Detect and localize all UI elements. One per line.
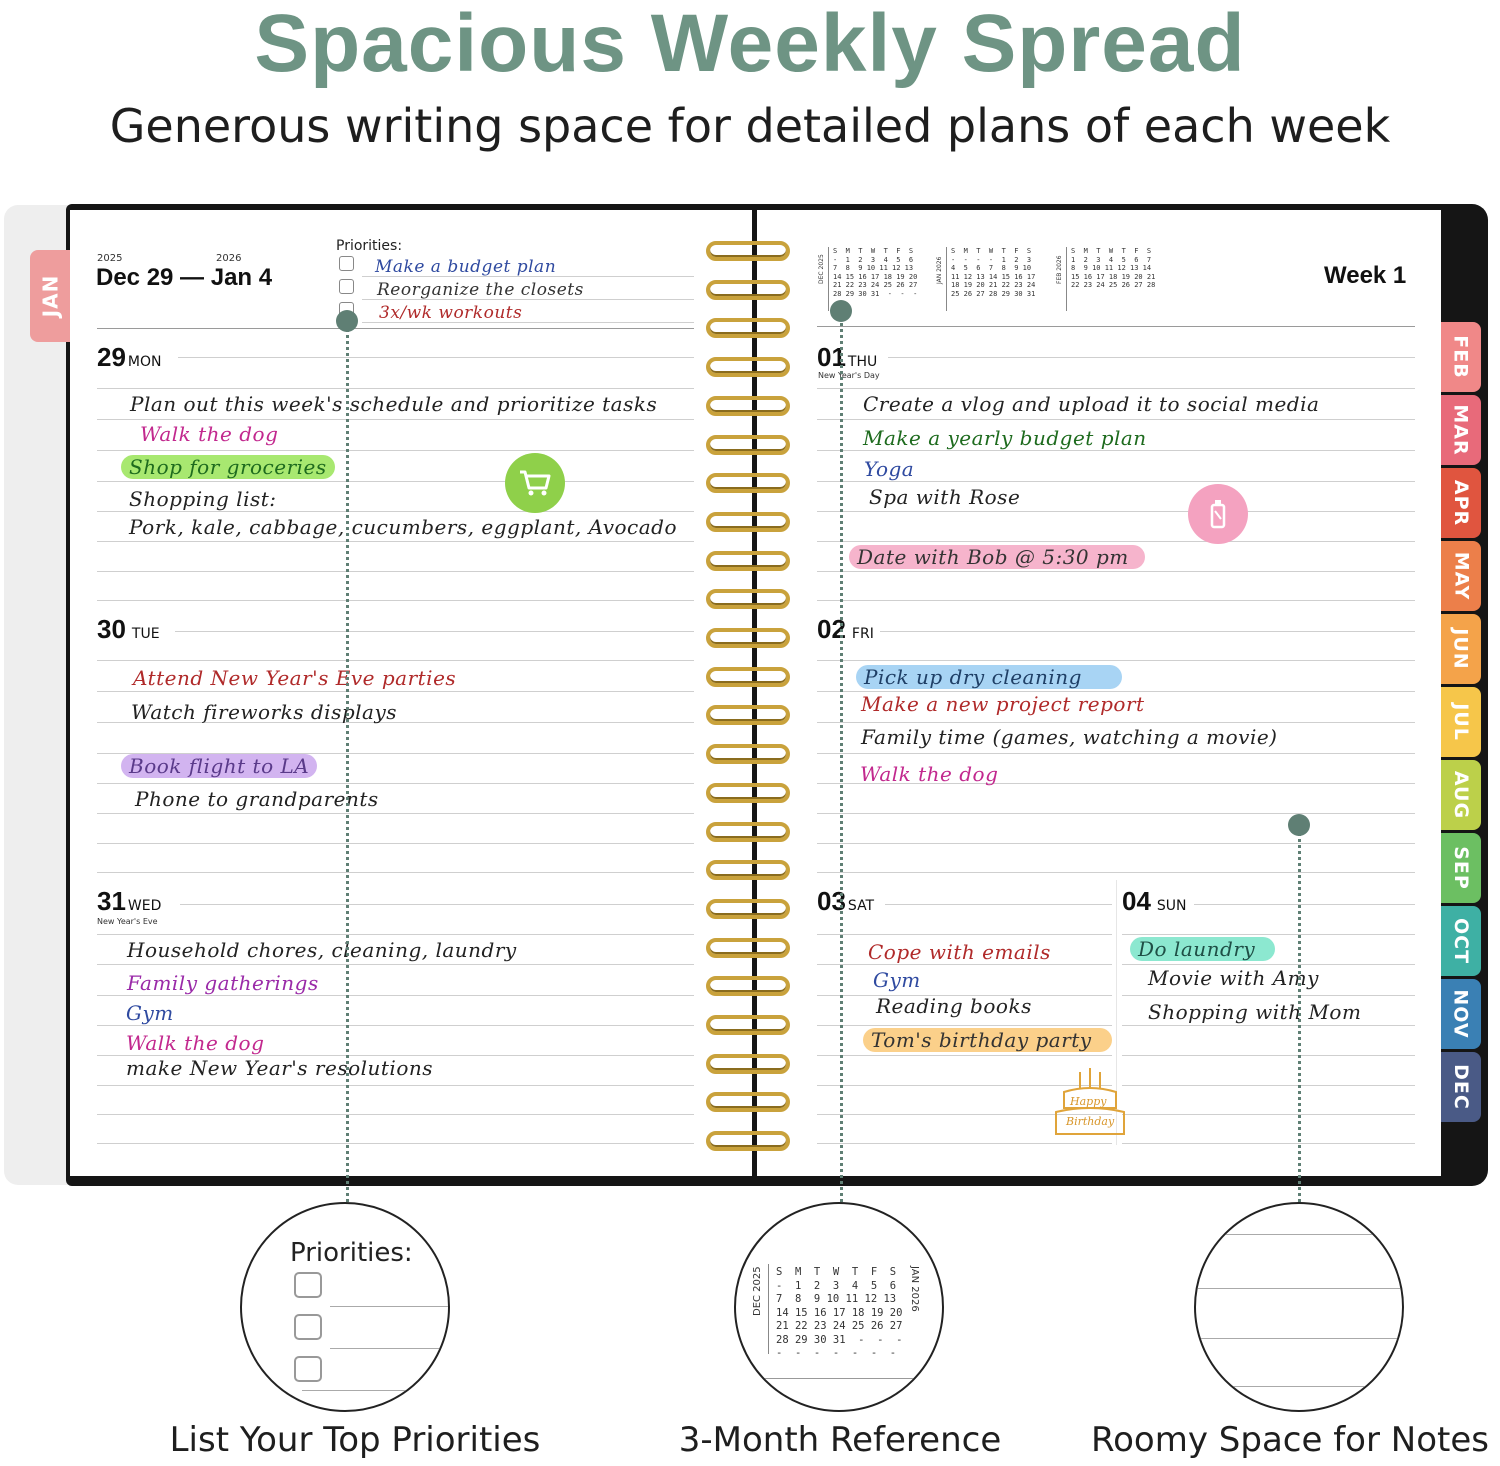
entry: Make a yearly budget plan bbox=[863, 426, 1147, 450]
entry: Walk the dog bbox=[126, 1031, 265, 1055]
coil-ring bbox=[706, 280, 790, 300]
ruled-line bbox=[817, 419, 1415, 420]
entry: Reading books bbox=[876, 994, 1032, 1018]
coil-loop bbox=[706, 318, 790, 338]
ruled-line bbox=[817, 660, 1415, 661]
ruled-line bbox=[97, 1143, 694, 1144]
priority-text-2: Reorganize the closets bbox=[377, 280, 584, 300]
day-number: 02 bbox=[817, 614, 846, 644]
entry: Spa with Rose bbox=[869, 485, 1021, 509]
entry: Make a new project report bbox=[861, 692, 1145, 716]
caption-calendar: 3-Month Reference bbox=[678, 1420, 1002, 1460]
mini-cal-row: 22 23 24 25 26 27 28 bbox=[1071, 281, 1156, 289]
shopping-cart-icon bbox=[505, 453, 565, 513]
coil-ring bbox=[706, 396, 790, 416]
mini-cal-row: 21 22 23 24 25 26 27 bbox=[833, 281, 918, 289]
entry: Yoga bbox=[864, 457, 915, 481]
priority-checkbox-2[interactable] bbox=[339, 279, 354, 294]
priority-text-3: 3x/wk workouts bbox=[379, 303, 523, 323]
day-header-fri bbox=[817, 614, 874, 645]
mini-cal-row: 18 19 20 21 22 23 24 bbox=[951, 281, 1036, 289]
caption-priorities: List Your Top Priorities bbox=[169, 1420, 541, 1460]
zoom-calendar bbox=[734, 1202, 944, 1412]
ruled-line bbox=[1122, 934, 1415, 935]
header-divider bbox=[817, 326, 1415, 327]
entry: Gym bbox=[873, 968, 921, 992]
coil-loop bbox=[706, 783, 790, 803]
ruled-line bbox=[1122, 1055, 1415, 1056]
tab-nov[interactable] bbox=[1441, 979, 1481, 1049]
ruled-line bbox=[97, 1025, 694, 1026]
zoom-priorities bbox=[240, 1202, 450, 1412]
tab-label: SEP bbox=[1450, 846, 1472, 890]
ruled-line bbox=[97, 541, 694, 542]
ruled-line bbox=[97, 511, 694, 512]
ruled-line bbox=[97, 660, 694, 661]
zoom-cal-row: 28 29 30 31 - - - bbox=[776, 1333, 903, 1346]
callout-line-calendar bbox=[840, 312, 843, 1202]
entry: make New Year's resolutions bbox=[126, 1056, 434, 1080]
entry: Family gatherings bbox=[127, 971, 319, 995]
ruled-line bbox=[817, 813, 1415, 814]
tab-mar[interactable] bbox=[1441, 395, 1481, 465]
priority-text-1: Make a budget plan bbox=[375, 257, 557, 277]
ruled-line bbox=[1122, 1085, 1415, 1086]
entry: Gym bbox=[126, 1001, 174, 1025]
ruled-line bbox=[817, 872, 1415, 873]
zoom-checkbox bbox=[294, 1272, 322, 1298]
coil-loop bbox=[706, 628, 790, 648]
sticker-text: Happy bbox=[1070, 1095, 1107, 1108]
tab-may[interactable] bbox=[1441, 541, 1481, 611]
priority-checkbox-1[interactable] bbox=[339, 256, 354, 271]
zoom-line bbox=[302, 1390, 442, 1391]
ruled-line bbox=[97, 571, 694, 572]
coil-ring bbox=[706, 357, 790, 377]
ruled-line bbox=[1122, 1143, 1415, 1144]
date-range: Dec 29 — Jan 4 bbox=[96, 264, 273, 291]
entry: Shopping list: bbox=[129, 487, 277, 511]
day-header-line bbox=[1194, 904, 1415, 905]
zoom-line bbox=[330, 1348, 450, 1349]
coil-loop bbox=[706, 705, 790, 725]
coil-loop bbox=[706, 744, 790, 764]
spa-bottle-icon bbox=[1188, 484, 1248, 544]
ruled-line bbox=[817, 1055, 1112, 1056]
tab-label: MAR bbox=[1450, 404, 1472, 456]
ruled-line bbox=[817, 722, 1415, 723]
tab-label: FEB bbox=[1450, 335, 1473, 379]
ruled-line bbox=[97, 388, 694, 389]
coil-loop bbox=[706, 976, 790, 996]
ruled-line bbox=[97, 1085, 694, 1086]
holiday-note: New Year's Day bbox=[818, 371, 880, 380]
entry: Household chores, cleaning, laundry bbox=[127, 938, 517, 962]
ruled-line bbox=[817, 843, 1415, 844]
day-number: 04 bbox=[1122, 886, 1151, 916]
day-header-line bbox=[178, 357, 694, 358]
entry: Shopping with Mom bbox=[1148, 1000, 1362, 1024]
coil-ring bbox=[706, 899, 790, 919]
mini-cal-label: JAN 2026 bbox=[936, 256, 943, 284]
mini-cal-row: - 1 2 3 4 5 6 bbox=[833, 255, 914, 264]
callout-dot-notes bbox=[1288, 814, 1310, 836]
mini-cal-grid bbox=[951, 247, 1035, 298]
ruled-line bbox=[817, 450, 1415, 451]
entry: Family time (games, watching a movie) bbox=[861, 725, 1278, 749]
day-name: WED bbox=[127, 898, 162, 914]
mini-cal-row: - - - - 1 2 3 bbox=[951, 255, 1032, 264]
mini-cal-grid bbox=[833, 247, 917, 298]
ruled-line bbox=[1122, 1025, 1415, 1026]
sticker-text: Birthday bbox=[1066, 1115, 1115, 1128]
year-start: 2025 bbox=[97, 253, 123, 264]
zoom-line bbox=[1196, 1288, 1404, 1289]
coil-loop bbox=[706, 938, 790, 958]
coil-ring bbox=[706, 976, 790, 996]
coil-loop bbox=[706, 822, 790, 842]
ruled-line bbox=[97, 691, 694, 692]
zoom-cal-label-right: JAN 2026 bbox=[909, 1266, 920, 1312]
coil-ring bbox=[706, 435, 790, 455]
mini-cal-row: 28 29 30 31 - - - bbox=[833, 289, 918, 298]
mini-cal-head: S M T W T F S bbox=[951, 247, 1032, 255]
zoom-checkbox bbox=[294, 1356, 322, 1382]
ruled-line bbox=[97, 419, 694, 420]
mini-cal-divider bbox=[828, 247, 829, 311]
day-header-line bbox=[880, 631, 1415, 632]
day-number: 30 bbox=[97, 614, 126, 644]
zoom-line bbox=[746, 1378, 936, 1379]
zoom-notes bbox=[1194, 1202, 1404, 1412]
zoom-line bbox=[1196, 1386, 1404, 1387]
ruled-line bbox=[817, 481, 1415, 482]
tab-label: JUL bbox=[1449, 703, 1472, 741]
entry: Create a vlog and upload it to social media bbox=[863, 392, 1320, 416]
day-header-line bbox=[180, 904, 694, 905]
ruled-line bbox=[97, 964, 694, 965]
day-name: FRI bbox=[851, 626, 874, 642]
tab-apr[interactable] bbox=[1441, 468, 1481, 538]
mini-cal-divider bbox=[1066, 247, 1067, 311]
callout-dot-calendar bbox=[830, 300, 852, 322]
coil-ring bbox=[706, 551, 790, 571]
day-header-line bbox=[885, 904, 1112, 905]
entry-highlighted: Do laundry bbox=[1130, 937, 1275, 961]
tab-jul[interactable] bbox=[1441, 687, 1481, 757]
entry: Cope with emails bbox=[868, 940, 1051, 964]
zoom-cal-row: - - - - - - - bbox=[776, 1347, 897, 1359]
ruled-line bbox=[1122, 995, 1415, 996]
day-name: TUE bbox=[131, 626, 160, 642]
coil-ring bbox=[706, 705, 790, 725]
ruled-line bbox=[817, 511, 1415, 512]
coil-loop bbox=[706, 860, 790, 880]
tab-oct[interactable] bbox=[1441, 906, 1481, 976]
zoom-cal-grid bbox=[776, 1266, 902, 1361]
coil-ring bbox=[706, 628, 790, 648]
callout-dot-priorities bbox=[336, 310, 358, 332]
year-end: 2026 bbox=[216, 253, 242, 264]
tab-label: AUG bbox=[1450, 770, 1472, 820]
subheadline: Generous writing space for detailed plans of each week bbox=[109, 99, 1391, 153]
entry: Walk the dog bbox=[860, 762, 999, 786]
zoom-cal-row: 21 22 23 24 25 26 27 bbox=[776, 1320, 903, 1332]
zoom-checkbox bbox=[294, 1314, 322, 1340]
entry: Pork, kale, cabbage, cucumbers, eggplant, Avocado bbox=[129, 515, 678, 539]
coil-ring bbox=[706, 860, 790, 880]
ruled-line bbox=[97, 450, 694, 451]
tab-jun[interactable] bbox=[1441, 614, 1481, 684]
zoom-cal-divider bbox=[768, 1264, 769, 1354]
entry: Movie with Amy bbox=[1148, 966, 1319, 990]
priorities-label: Priorities: bbox=[336, 238, 403, 254]
entry: Phone to grandparents bbox=[135, 787, 379, 811]
day-header-tue bbox=[97, 614, 160, 645]
entry: Walk the dog bbox=[140, 422, 279, 446]
entry: Plan out this week's schedule and prioritize tasks bbox=[130, 392, 658, 416]
ruled-line bbox=[817, 388, 1415, 389]
ruled-line bbox=[97, 934, 694, 935]
tab-label: JUN bbox=[1450, 628, 1472, 670]
day-header-sun bbox=[1122, 886, 1187, 917]
mini-cal-grid bbox=[1071, 247, 1155, 290]
coil-loop bbox=[706, 512, 790, 532]
coil-loop bbox=[706, 1092, 790, 1112]
ruled-line bbox=[817, 934, 1112, 935]
coil-ring bbox=[706, 938, 790, 958]
ruled-line bbox=[817, 1025, 1112, 1026]
mini-cal-divider bbox=[946, 247, 947, 311]
coil-loop bbox=[706, 589, 790, 609]
day-header-mon bbox=[97, 342, 162, 373]
zoom-priorities-label: Priorities: bbox=[290, 1238, 413, 1268]
tab-label: DEC bbox=[1450, 1064, 1473, 1110]
coil-ring bbox=[706, 783, 790, 803]
ruled-line bbox=[97, 872, 694, 873]
zoom-cal-label-left: DEC 2025 bbox=[752, 1266, 763, 1316]
coil-loop bbox=[706, 435, 790, 455]
mini-cal-row: 15 16 17 18 19 20 21 bbox=[1071, 272, 1156, 281]
mini-cal-head: S M T W T F S bbox=[1071, 247, 1152, 255]
coil-loop bbox=[706, 280, 790, 300]
coil-loop bbox=[706, 1015, 790, 1035]
coil-loop bbox=[706, 551, 790, 571]
day-number: 03 bbox=[817, 886, 846, 916]
coil-ring bbox=[706, 1131, 790, 1151]
mini-cal-row: 11 12 13 14 15 16 17 bbox=[951, 272, 1036, 281]
coil-loop bbox=[706, 357, 790, 377]
day-header-wed bbox=[97, 886, 161, 917]
entry-highlighted: Book flight to LA bbox=[121, 754, 317, 778]
mini-cal-row: 1 2 3 4 5 6 7 bbox=[1071, 255, 1152, 264]
coil-ring bbox=[706, 512, 790, 532]
ruled-line bbox=[817, 541, 1415, 542]
tab-jan[interactable]: JAN bbox=[30, 250, 70, 342]
caption-notes: Roomy Space for Notes bbox=[1091, 1420, 1489, 1460]
ruled-line bbox=[97, 600, 694, 601]
day-name: SUN bbox=[1156, 898, 1187, 914]
zoom-cal-row: 7 8 9 10 11 12 13 bbox=[776, 1293, 897, 1305]
day-number: 01 bbox=[817, 342, 846, 372]
ruled-line bbox=[817, 1143, 1112, 1144]
mini-cal-row: 8 9 10 11 12 13 14 bbox=[1071, 264, 1152, 272]
coil-loop bbox=[706, 241, 790, 261]
tab-dec[interactable] bbox=[1441, 1052, 1481, 1122]
header-divider bbox=[97, 328, 694, 329]
day-header-line bbox=[888, 357, 1415, 358]
day-header-thu bbox=[817, 342, 877, 373]
tab-aug[interactable] bbox=[1441, 760, 1481, 830]
ruled-line bbox=[1122, 964, 1415, 965]
zoom-cal-head: S M T W T F S bbox=[776, 1266, 897, 1278]
coil-ring bbox=[706, 318, 790, 338]
coil-loop bbox=[706, 1131, 790, 1151]
ruled-line bbox=[97, 481, 694, 482]
entry: Attend New Year's Eve parties bbox=[133, 666, 457, 690]
coil-ring bbox=[706, 1054, 790, 1074]
ruled-line bbox=[97, 783, 694, 784]
zoom-line bbox=[1196, 1338, 1404, 1339]
ruled-line bbox=[97, 843, 694, 844]
tab-label: NOV bbox=[1450, 989, 1472, 1039]
mini-cal-label: FEB 2026 bbox=[1056, 255, 1063, 284]
coil-ring bbox=[706, 1015, 790, 1035]
callout-line-notes bbox=[1298, 826, 1301, 1202]
mini-cal-label: DEC 2025 bbox=[818, 254, 825, 284]
birthday-cake-icon bbox=[1050, 1062, 1130, 1142]
holiday-note: New Year's Eve bbox=[97, 917, 158, 926]
coil-ring bbox=[706, 744, 790, 764]
ruled-line bbox=[97, 1114, 694, 1115]
entry-highlighted: Shop for groceries bbox=[121, 455, 335, 479]
entry-highlighted: Tom's birthday party bbox=[863, 1028, 1112, 1052]
zoom-cal-row: - 1 2 3 4 5 6 bbox=[776, 1279, 897, 1292]
mini-cal-row: 14 15 16 17 18 19 20 bbox=[833, 272, 918, 281]
coil-ring bbox=[706, 589, 790, 609]
ruled-line bbox=[1122, 1114, 1415, 1115]
headline: Spacious Weekly Spread bbox=[254, 0, 1246, 89]
zoom-line bbox=[1196, 1234, 1404, 1235]
entry-highlighted: Pick up dry cleaning bbox=[856, 665, 1122, 689]
callout-line-priorities bbox=[346, 322, 349, 1202]
coil-ring bbox=[706, 822, 790, 842]
day-header-sat bbox=[817, 886, 874, 917]
tab-feb[interactable] bbox=[1441, 322, 1481, 392]
ruled-line bbox=[97, 995, 694, 996]
entry-highlighted: Date with Bob @ 5:30 pm bbox=[849, 545, 1145, 569]
day-name: SAT bbox=[847, 898, 875, 914]
coil-loop bbox=[706, 396, 790, 416]
tab-label: OCT bbox=[1450, 917, 1472, 965]
entry: Watch fireworks displays bbox=[131, 700, 398, 724]
coil-ring bbox=[706, 667, 790, 687]
zoom-line bbox=[330, 1306, 450, 1307]
tab-sep[interactable] bbox=[1441, 833, 1481, 903]
tab-label: APR bbox=[1450, 479, 1473, 527]
ruled-line bbox=[817, 964, 1112, 965]
week-label: Week 1 bbox=[1324, 262, 1407, 289]
mini-cal-row: 25 26 27 28 29 30 31 bbox=[951, 289, 1036, 298]
coil-ring bbox=[706, 473, 790, 493]
tab-label: MAY bbox=[1450, 551, 1472, 601]
mini-cal-head: S M T W T F S bbox=[833, 247, 914, 255]
mini-cal-row: 7 8 9 10 11 12 13 bbox=[833, 264, 914, 272]
day-name: THU bbox=[847, 354, 878, 370]
coil-ring bbox=[706, 1092, 790, 1112]
day-name: MON bbox=[127, 354, 162, 370]
day-number: 29 bbox=[97, 342, 126, 372]
day-header-line bbox=[175, 631, 694, 632]
coil-loop bbox=[706, 667, 790, 687]
mini-cal-row: 4 5 6 7 8 9 10 bbox=[951, 264, 1032, 272]
coil-ring bbox=[706, 241, 790, 261]
ruled-line bbox=[97, 813, 694, 814]
coil-loop bbox=[706, 473, 790, 493]
coil-loop bbox=[706, 1054, 790, 1074]
ruled-line bbox=[817, 600, 1415, 601]
day-number: 31 bbox=[97, 886, 126, 916]
zoom-cal-row: 14 15 16 17 18 19 20 bbox=[776, 1306, 903, 1319]
ruled-line bbox=[817, 571, 1415, 572]
coil-loop bbox=[706, 899, 790, 919]
ruled-line bbox=[817, 753, 1415, 754]
